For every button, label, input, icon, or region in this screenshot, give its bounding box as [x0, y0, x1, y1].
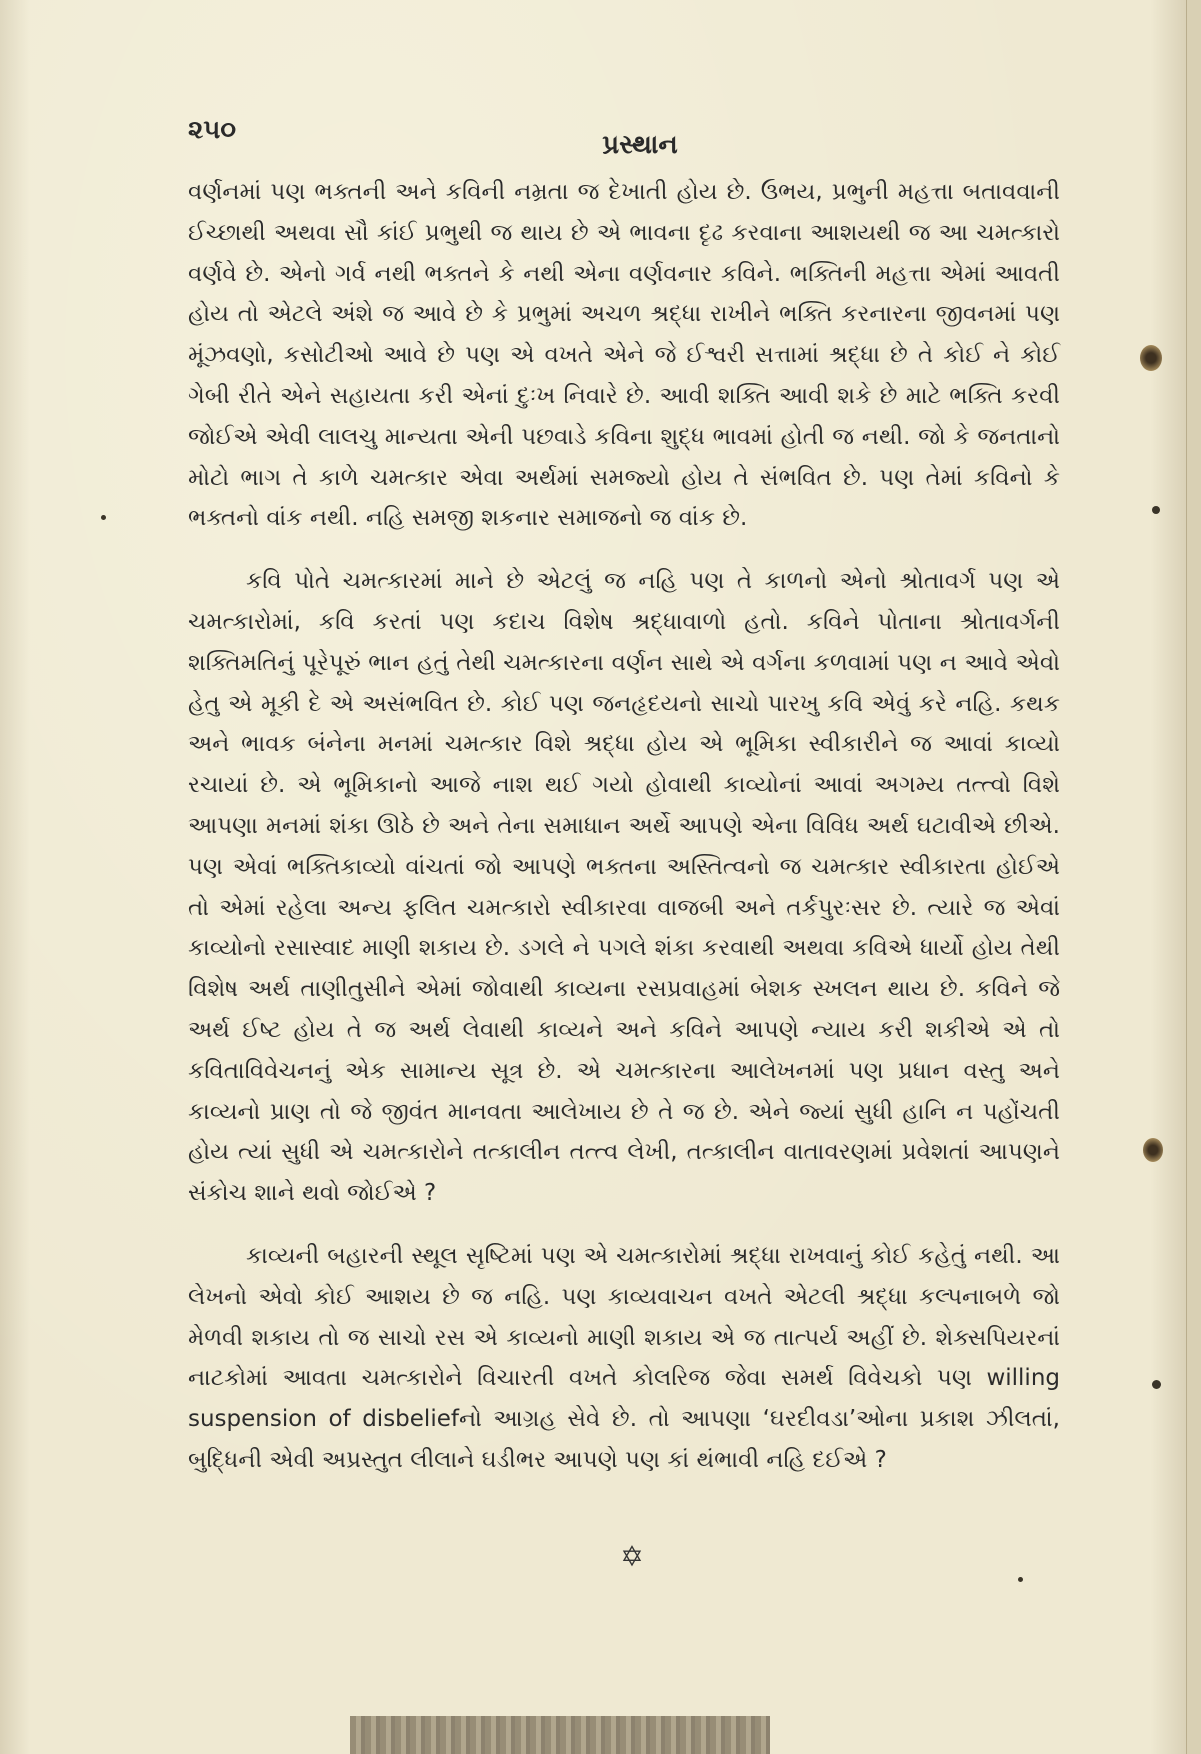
page-number: ૨૫૦ — [188, 115, 236, 145]
body-text — [188, 172, 1060, 1481]
page-edge — [1186, 0, 1201, 1754]
margin-dot — [1018, 1577, 1023, 1582]
paragraph-2: કવિ પોતે ચમત્કારમાં માને છે એટલું જ નહિ પણ તે કાળનો એનો શ્રોતાવર્ગ પણ એ ચમત્કારોમાં, કવિ કરતાં પણ કદાચ વિશેષ શ્રદ્ધાવાળો હતો. કવિને પોતાના શ્રોતાવર્ગની શક્તિમતિનું પૂરેપૂરું ભાન હતું તેથી ચમત્કારના વર્ણન સાથે એ વર્ગના કળવામાં પણ ન આવે એવો હેતુ એ મૂકી દે એ અસંભવિત છે. કોઈ પણ જનહૃદયનો સાચો પારખુ કવિ એવું કરે નહિ. કથક અને ભાવક બંનેના મનમાં ચમત્કાર વિશે શ્રદ્ધા હોય એ ભૂમિકા સ્વીકારીને જ આવાં કાવ્યો રચાયાં છે. એ ભૂમિકાનો આજે નાશ થઈ ગયો હોવાથી કાવ્યોનાં આવાં અગમ્ય તત્ત્વો વિશે આપણા મનમાં શંકા ઊઠે છે અને તેના સમાધાન અર્થે આપણે એના વિવિધ અર્થ ઘટાવીએ છીએ. પણ એવાં ભક્તિકાવ્યો વાંચતાં જો આપણે ભક્તના અસ્તિત્વનો જ ચમત્કાર સ્વીકારતા હોઈએ તો એમાં રહેલા અન્ય ફલિત ચમત્કારો સ્વીકારવા વાજબી અને તર્કપુરઃસર છે. ત્યારે જ એવાં કાવ્યોનો રસાસ્વાદ માણી શકાય છે. ડગલે ને પગલે શંકા કરવાથી અથવા કવિએ ધાર્યો હોય તેથી વિશેષ અર્થ તાણીતુસીને એમાં જોવાથી કાવ્યના રસપ્રવાહમાં બેશક સ્ખલન થાય છે. કવિને જે અર્થ ઈષ્ટ હોય તે જ અર્થ લેવાથી કાવ્યને અને કવિને આપણે ન્યાય કરી શકીએ એ તો કવિતાવિવેચનનું એક સામાન્ય સૂત્ર છે. એ ચમત્કારના આલેખનમાં પણ પ્રધાન વસ્તુ અને કાવ્યનો પ્રાણ તો જે જીવંત માનવતા આલેખાય છે તે જ છે. એને જ્યાં સુધી હાનિ ન પહોંચતી હોય ત્યાં સુધી એ ચમત્કારોને તત્કાલીન તત્ત્વ લેખી, તત્કાલીન વાતાવરણમાં પ્રવેશતાં આપણને સંકોચ શાને થવો જોઈએ ? — [188, 568, 1060, 1207]
paragraph-3: કાવ્યની બહારની સ્થૂલ સૃષ્ટિમાં પણ એ ચમત્કારોમાં શ્રદ્ધા રાખવાનું કોઈ કહેતું નથી. આ લેખનો એવો કોઈ આશય છે જ નહિ. પણ કાવ્યવાચન વખતે એટલી શ્રદ્ધા કલ્પનાબળે જો મેળવી શકાય તો જ સાચો રસ એ કાવ્યનો માણી શકાય એ જ તાત્પર્ય અહીં છે. શેક્સપિયરનાં નાટકોમાં આવતા ચમત્કારોને વિચારતી વખતે કોલરિજ જેવા સમર્થ વિવેચકો પણ willing suspension of disbeliefનો આગ્રહ સેવે છે. તો આપણા ‘ઘરદીવડા’ઓના પ્રકાશ ઝીલતાં, બુદ્ધિની એવી અપ્રસ્તુત લીલાને ઘડીભર આપણે પણ કાં થંભાવી નહિ દઈએ ? — [188, 1242, 1060, 1473]
margin-dot — [1152, 1380, 1161, 1389]
running-title: પ્રસ્થાન — [602, 130, 678, 160]
binding-hole — [1143, 1138, 1163, 1162]
star-ornament: ✡ — [620, 1540, 644, 1573]
paragraph-1: વર્ણનમાં પણ ભક્તની અને કવિની નમ્રતા જ દેખાતી હોય છે. ઉભય, પ્રભુની મહત્તા બતાવવાની ઈચ્છાથી અથવા સૌ કાંઈ પ્રભુથી જ થાય છે એ ભાવના દૃઢ કરવાના આશયથી જ આ ચમત્કારો વર્ણવે છે. એનો ગર્વ નથી ભક્તને કે નથી એના વર્ણવનાર કવિને. ભક્તિની મહત્તા એમાં આવતી હોય તો એટલે અંશે જ આવે છે કે પ્રભુમાં અચળ શ્રદ્ધા રાખીને ભક્તિ કરનારના જીવનમાં પણ મૂંઝવણો, કસોટીઓ આવે છે પણ એ વખતે એને જે ઈશ્વરી સત્તામાં શ્રદ્ધા છે તે કોઈ ને કોઈ ગેબી રીતે એને સહાયતા કરી એનાં દુઃખ નિવારે છે. આવી શક્તિ આવી શકે છે માટે ભક્તિ કરવી જોઈએ એવી લાલચુ માન્યતા એની પછવાડે કવિના શુદ્ધ ભાવમાં હોતી જ નથી. જો કે જનતાનો મોટો ભાગ તે કાળે ચમત્કાર એવા અર્થમાં સમજ્યો હોય તે સંભવિત છે. પણ તેમાં કવિનો કે ભક્તનો વાંક નથી. નહિ સમજી શકનાર સમાજનો જ વાંક છે. — [188, 179, 1060, 532]
margin-dot — [101, 515, 106, 520]
binding-strip — [350, 1716, 770, 1754]
binding-hole — [1140, 345, 1162, 371]
margin-dot — [1152, 506, 1160, 514]
